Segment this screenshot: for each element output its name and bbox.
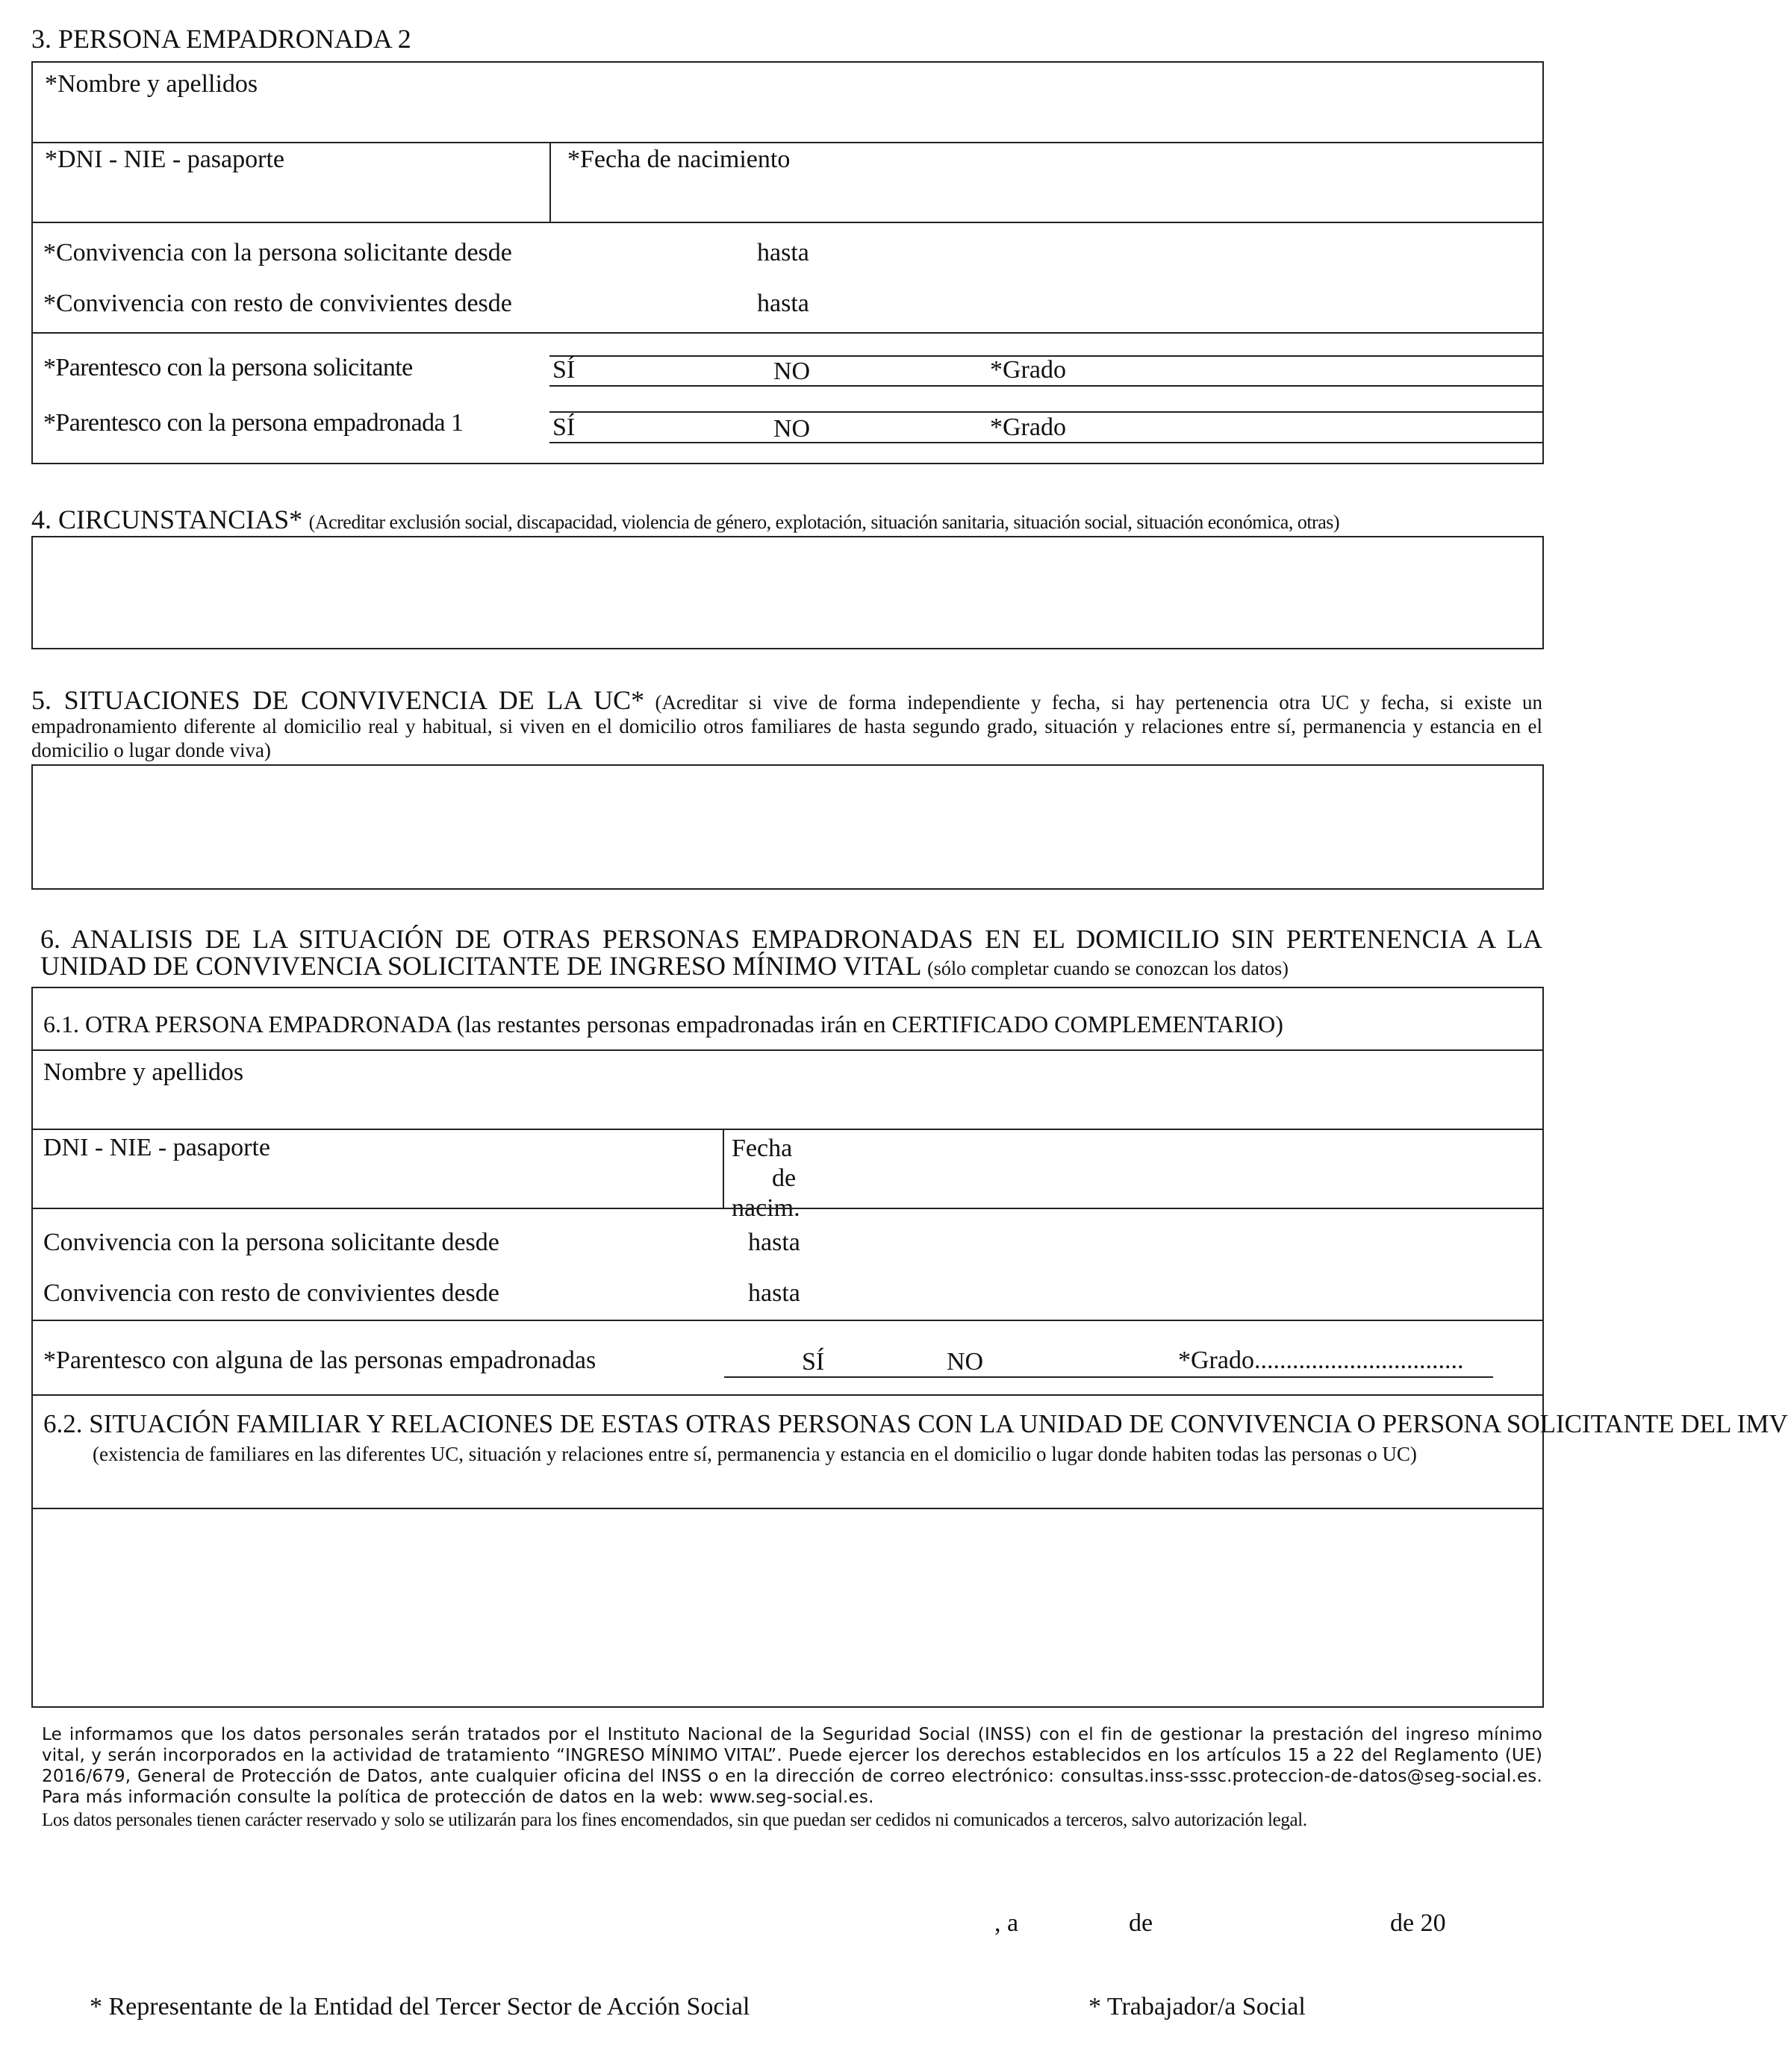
section-4-title: 4. CIRCUNSTANCIAS* [31,505,303,534]
privacy-notice: Le informamos que los datos personales serán tratados por el Instituto Nacional de la Seguridad Social (INSS) con el fin de gestionar la prestación del ingreso mínimo vital, y serán incorporados en la actividad de tratamiento “INGRESO MÍNIMO VITAL”. Puede ejercer los derechos establecidos en los artículos 15 a 22 del Reglamento (UE) 2016/679, General de Protección de Datos, ante cualquier oficina del INSS o en la dirección de correo electrónico: consultas.inss-sssc.proteccion-de-datos@seg-social.es. Para más información consulte la política de protección de datos en la web: www.seg-social.es. [42,1725,1542,1807]
section-4-note: (Acreditar exclusión social, discapacidad, violencia de género, explotación, situación sanitaria, situación social, situación económica, otras) [308,511,1340,533]
dni-field[interactable] [45,179,545,218]
divider [31,222,1544,223]
parentesco-empadronada-label: *Parentesco con la persona empadronada 1 [43,409,464,437]
date-de-label: de [1129,1909,1153,1937]
lugar-field[interactable] [859,1908,985,1938]
divider [31,332,1544,334]
section-6-title: 6. ANALISIS DE LA SITUACIÓN DE OTRAS PERSONAS EMPADRONADAS EN EL DOMICILIO SIN PERTENENCIA A LA UNIDAD DE CONVIVENCIA SOLICITANTE DE INGRESO MÍNIMO VITAL [40,924,1542,981]
anio-field[interactable] [1457,1908,1517,1938]
section-6-note: (sólo completar cuando se conozcan los datos) [927,958,1289,979]
divider [31,142,1544,143]
fecha-nacimiento-label: *Fecha de nacimiento [567,146,791,173]
grado-field[interactable]: *Grado [990,414,1066,441]
divider [549,411,1544,413]
convivencia-resto-hasta-field[interactable] [814,1278,1530,1308]
section-6-2-title: 6.2. SITUACIÓN FAMILIAR Y RELACIONES DE ESTAS OTRAS PERSONAS CON LA UNIDAD DE CONVIVENCIA O PERSONA SOLICITANTE DEL IMV [43,1409,1788,1438]
divider [31,1208,1544,1209]
reserved-data-notice: Los datos personales tienen carácter reservado y solo se utilizarán para los fines encomendados, sin que puedan ser cedidos ni comunicados a terceros, salvo autorización legal. [42,1810,1307,1830]
no-option[interactable]: NO [947,1348,984,1376]
section-3-title: 3. PERSONA EMPADRONADA 2 [31,24,411,54]
divider [31,1394,1544,1396]
nombre-apellidos-field[interactable] [45,102,1538,139]
hasta-label: hasta [757,239,809,266]
date-year-label: de 20 [1390,1909,1446,1937]
no-option[interactable]: NO [773,415,811,443]
convivencia-solicitante-desde-field[interactable] [552,1227,739,1257]
convivencia-resto-desde-field[interactable] [538,288,747,318]
divider [31,1049,1544,1051]
section-4-header [31,506,1339,534]
convivencia-solicitante-label: *Convivencia con la persona solicitante desde [43,239,512,266]
section-5-title: 5. SITUACIONES DE CONVIVENCIA DE LA UC* [31,685,645,715]
dni-label: *DNI - NIE - pasaporte [45,146,284,173]
nombre-apellidos-label: *Nombre y apellidos [45,70,258,98]
section-5-note: (Acreditar si vive de forma independiente y fecha, si hay pertenencia otra UC y fecha, si existe un empadronamiento diferente al domicilio real y habitual, si viven en el domicilio otros familiares de hasta segundo grado, situación y relaciones entre sí, permanencia y estancia en el domicilio o lugar donde viva) [31,691,1542,761]
signature-representante-label: * Representante de la Entidad del Tercer Sector de Acción Social [90,1993,750,2020]
divider [31,1320,1544,1321]
fecha-label-line: de [772,1164,797,1192]
no-option[interactable]: NO [773,358,811,385]
fecha-nacimiento-field[interactable] [821,1135,1538,1202]
grado-field[interactable]: *Grado [990,356,1066,384]
divider [31,1508,1544,1509]
divider [724,1376,1493,1378]
section-5-header [31,685,1542,762]
date-a-label: , a [994,1909,1019,1937]
parentesco-label: *Parentesco con alguna de las personas empadronadas [43,1347,596,1374]
convivencia-solicitante-desde-field[interactable] [545,237,747,267]
situaciones-convivencia-textarea[interactable] [31,764,1544,890]
convivencia-resto-label: Convivencia con resto de convivientes desde [43,1279,499,1307]
circunstancias-textarea[interactable] [31,536,1544,649]
hasta-label: hasta [757,290,809,317]
section-6-2-title-line [43,1409,1788,1438]
convivencia-solicitante-label: Convivencia con la persona solicitante desde [43,1229,499,1256]
parentesco-solicitante-label: *Parentesco con la persona solicitante [43,354,413,381]
convivencia-solicitante-hasta-field[interactable] [814,1227,1530,1257]
section-6-1-title: 6.1. OTRA PERSONA EMPADRONADA (las restantes personas empadronadas irán en CERTIFICADO COMPLEMENTARIO) [43,1011,1283,1037]
convivencia-solicitante-hasta-field[interactable] [821,237,1493,267]
section-6-2-note: (existencia de familiares en las diferentes UC, situación y relaciones entre sí, permanencia y estancia en el domicilio o lugar donde habiten todas las personas o UC) [93,1443,1417,1465]
fecha-label-line: nacim. [732,1194,800,1222]
hasta-label: hasta [748,1279,800,1307]
si-option[interactable]: SÍ [552,414,576,441]
hasta-label: hasta [748,1229,800,1256]
divider [549,142,551,222]
signature-trabajador-label: * Trabajador/a Social [1088,1993,1306,2020]
dni-field[interactable] [43,1164,715,1200]
convivencia-resto-desde-field[interactable] [552,1278,739,1308]
fecha-nacimiento-field[interactable] [567,179,1538,218]
divider [549,385,1544,387]
fecha-nacimiento-label [724,1129,814,1222]
nombre-apellidos-field[interactable] [43,1090,1536,1123]
nombre-apellidos-label: Nombre y apellidos [43,1058,244,1086]
mes-field[interactable] [1172,1908,1381,1938]
si-option[interactable]: SÍ [552,356,576,384]
dni-label: DNI - NIE - pasaporte [43,1134,270,1161]
grado-field[interactable]: *Grado................................. [1178,1347,1464,1374]
dia-field[interactable] [1039,1908,1121,1938]
si-option[interactable]: SÍ [802,1348,825,1376]
fecha-label-line: Fecha [732,1135,793,1162]
situacion-familiar-textarea[interactable] [34,1511,1541,1705]
divider [549,442,1544,443]
section-6-header [40,926,1542,982]
section-6-2-header [43,1409,1788,1438]
convivencia-resto-label: *Convivencia con resto de convivientes desde [43,290,512,317]
convivencia-resto-hasta-field[interactable] [821,288,1493,318]
